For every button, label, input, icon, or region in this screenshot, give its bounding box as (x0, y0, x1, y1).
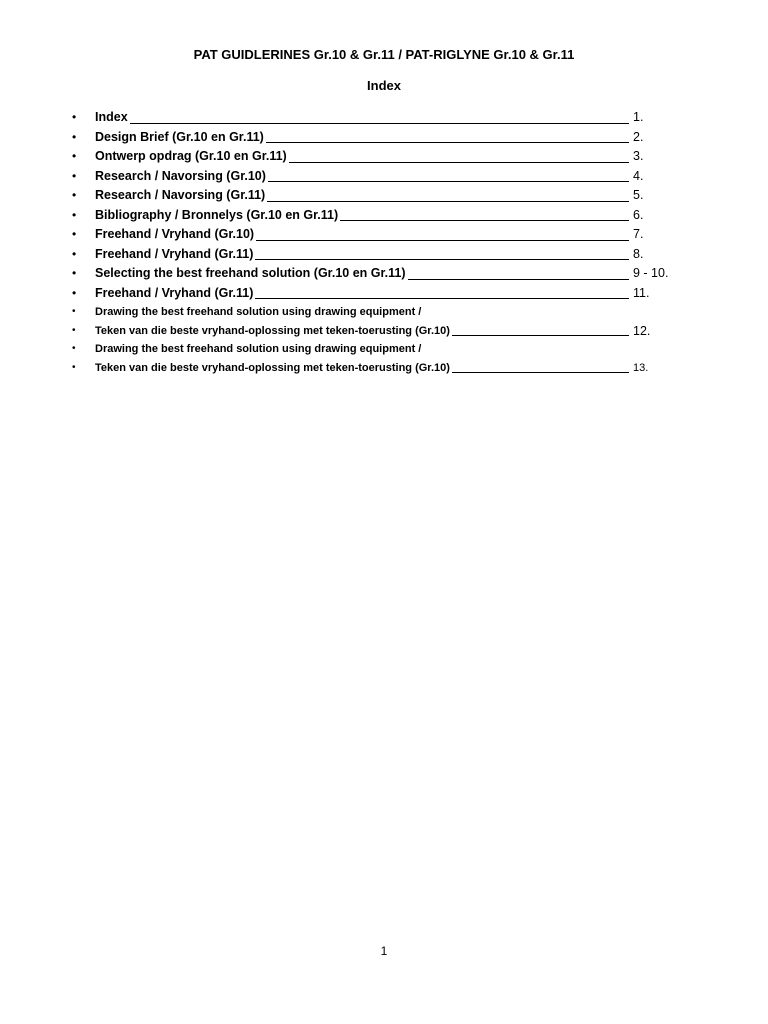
bullet-icon: • (72, 285, 77, 300)
toc-entry-page: 9 - 10. (633, 266, 669, 280)
document-title: PAT GUIDLERINES Gr.10 & Gr.11 / PAT-RIGLYNE Gr.10 & Gr.11 (193, 47, 575, 62)
toc-entry-page: 8. (633, 246, 644, 261)
toc-entry-teken-beste-oplossing-2 (0, 359, 768, 378)
toc-entry-page: 5. (633, 188, 644, 202)
toc-entry-page: 1. (633, 110, 644, 124)
toc-entry-label: Bibliography / Bronnelys (Gr.10 en Gr.11) (95, 207, 339, 222)
toc-entry-label: Research / Navorsing (Gr.11) (95, 188, 266, 202)
dot-leader (255, 286, 629, 299)
toc-entry-research-gr11 (0, 186, 768, 206)
toc-entry-drawing-best-solution-1 (0, 303, 768, 322)
toc-entry-label: Design Brief (Gr.10 en Gr.11) (95, 129, 264, 144)
dot-leader (130, 111, 629, 124)
toc-entry-teken-beste-oplossing-1 (0, 322, 768, 341)
dot-leader (266, 130, 629, 143)
dot-leader (267, 189, 629, 202)
toc-entry-label: Teken van die beste vryhand-oplossing met teken-toerusting (Gr.10) (95, 324, 450, 337)
bullet-icon: • (72, 129, 77, 144)
toc-entry-label: Drawing the best freehand solution using drawing equipment / (95, 343, 422, 355)
bullet-icon: • (72, 246, 77, 261)
table-of-contents (0, 108, 768, 377)
dot-leader (289, 150, 629, 163)
toc-entry-label: Teken van die beste vryhand-oplossing met teken-toerusting (Gr.10) (95, 361, 450, 374)
page-number: 1 (380, 944, 388, 958)
toc-entry-design-brief (0, 128, 768, 148)
dot-leader (256, 228, 629, 241)
toc-entry-page: 2. (633, 129, 644, 144)
dot-leader (452, 360, 629, 373)
bullet-icon: • (72, 361, 76, 373)
dot-leader (268, 169, 629, 182)
toc-entry-freehand-gr10 (0, 225, 768, 245)
bullet-icon: • (72, 168, 77, 183)
toc-entry-ontwerp-opdrag (0, 147, 768, 167)
toc-entry-label: Freehand / Vryhand (Gr.10) (95, 227, 255, 241)
dot-leader (255, 247, 629, 260)
bullet-icon: • (72, 343, 76, 354)
toc-entry-label: Index (95, 110, 128, 124)
toc-entry-freehand-gr11 (0, 245, 768, 265)
toc-entry-label: Drawing the best freehand solution using drawing equipment / (95, 306, 422, 318)
dot-leader (340, 208, 629, 221)
toc-entry-drawing-best-solution-2 (0, 340, 768, 359)
bullet-icon: • (72, 149, 77, 163)
dot-leader (408, 267, 630, 280)
toc-entry-selecting-best-solution (0, 264, 768, 284)
toc-entry-index (0, 108, 768, 128)
toc-entry-page: 13. (633, 361, 649, 374)
bullet-icon: • (72, 188, 77, 202)
bullet-icon: • (72, 227, 77, 241)
bullet-icon: • (72, 324, 76, 336)
bullet-icon: • (72, 266, 77, 280)
toc-entry-label: Selecting the best freehand solution (Gr.10 en Gr.11) (95, 266, 406, 280)
toc-entry-page: 7. (633, 227, 644, 241)
toc-entry-label: Ontwerp opdrag (Gr.10 en Gr.11) (95, 149, 287, 163)
bullet-icon: • (72, 110, 77, 124)
toc-entry-page: 11. (633, 285, 650, 300)
toc-entry-label: Research / Navorsing (Gr.10) (95, 168, 266, 183)
index-heading: Index (367, 78, 401, 93)
toc-entry-page: 4. (633, 168, 644, 183)
toc-entry-page: 12. (633, 323, 651, 338)
toc-entry-freehand-gr11-b (0, 284, 768, 304)
toc-entry-page: 3. (633, 149, 644, 163)
dot-leader (452, 323, 629, 336)
toc-entry-bibliography (0, 206, 768, 226)
toc-entry-research-gr10 (0, 167, 768, 187)
toc-entry-label: Freehand / Vryhand (Gr.11) (95, 246, 254, 261)
toc-entry-label: Freehand / Vryhand (Gr.11) (95, 285, 254, 300)
bullet-icon: • (72, 207, 77, 222)
bullet-icon: • (72, 306, 76, 317)
toc-entry-page: 6. (633, 207, 644, 222)
